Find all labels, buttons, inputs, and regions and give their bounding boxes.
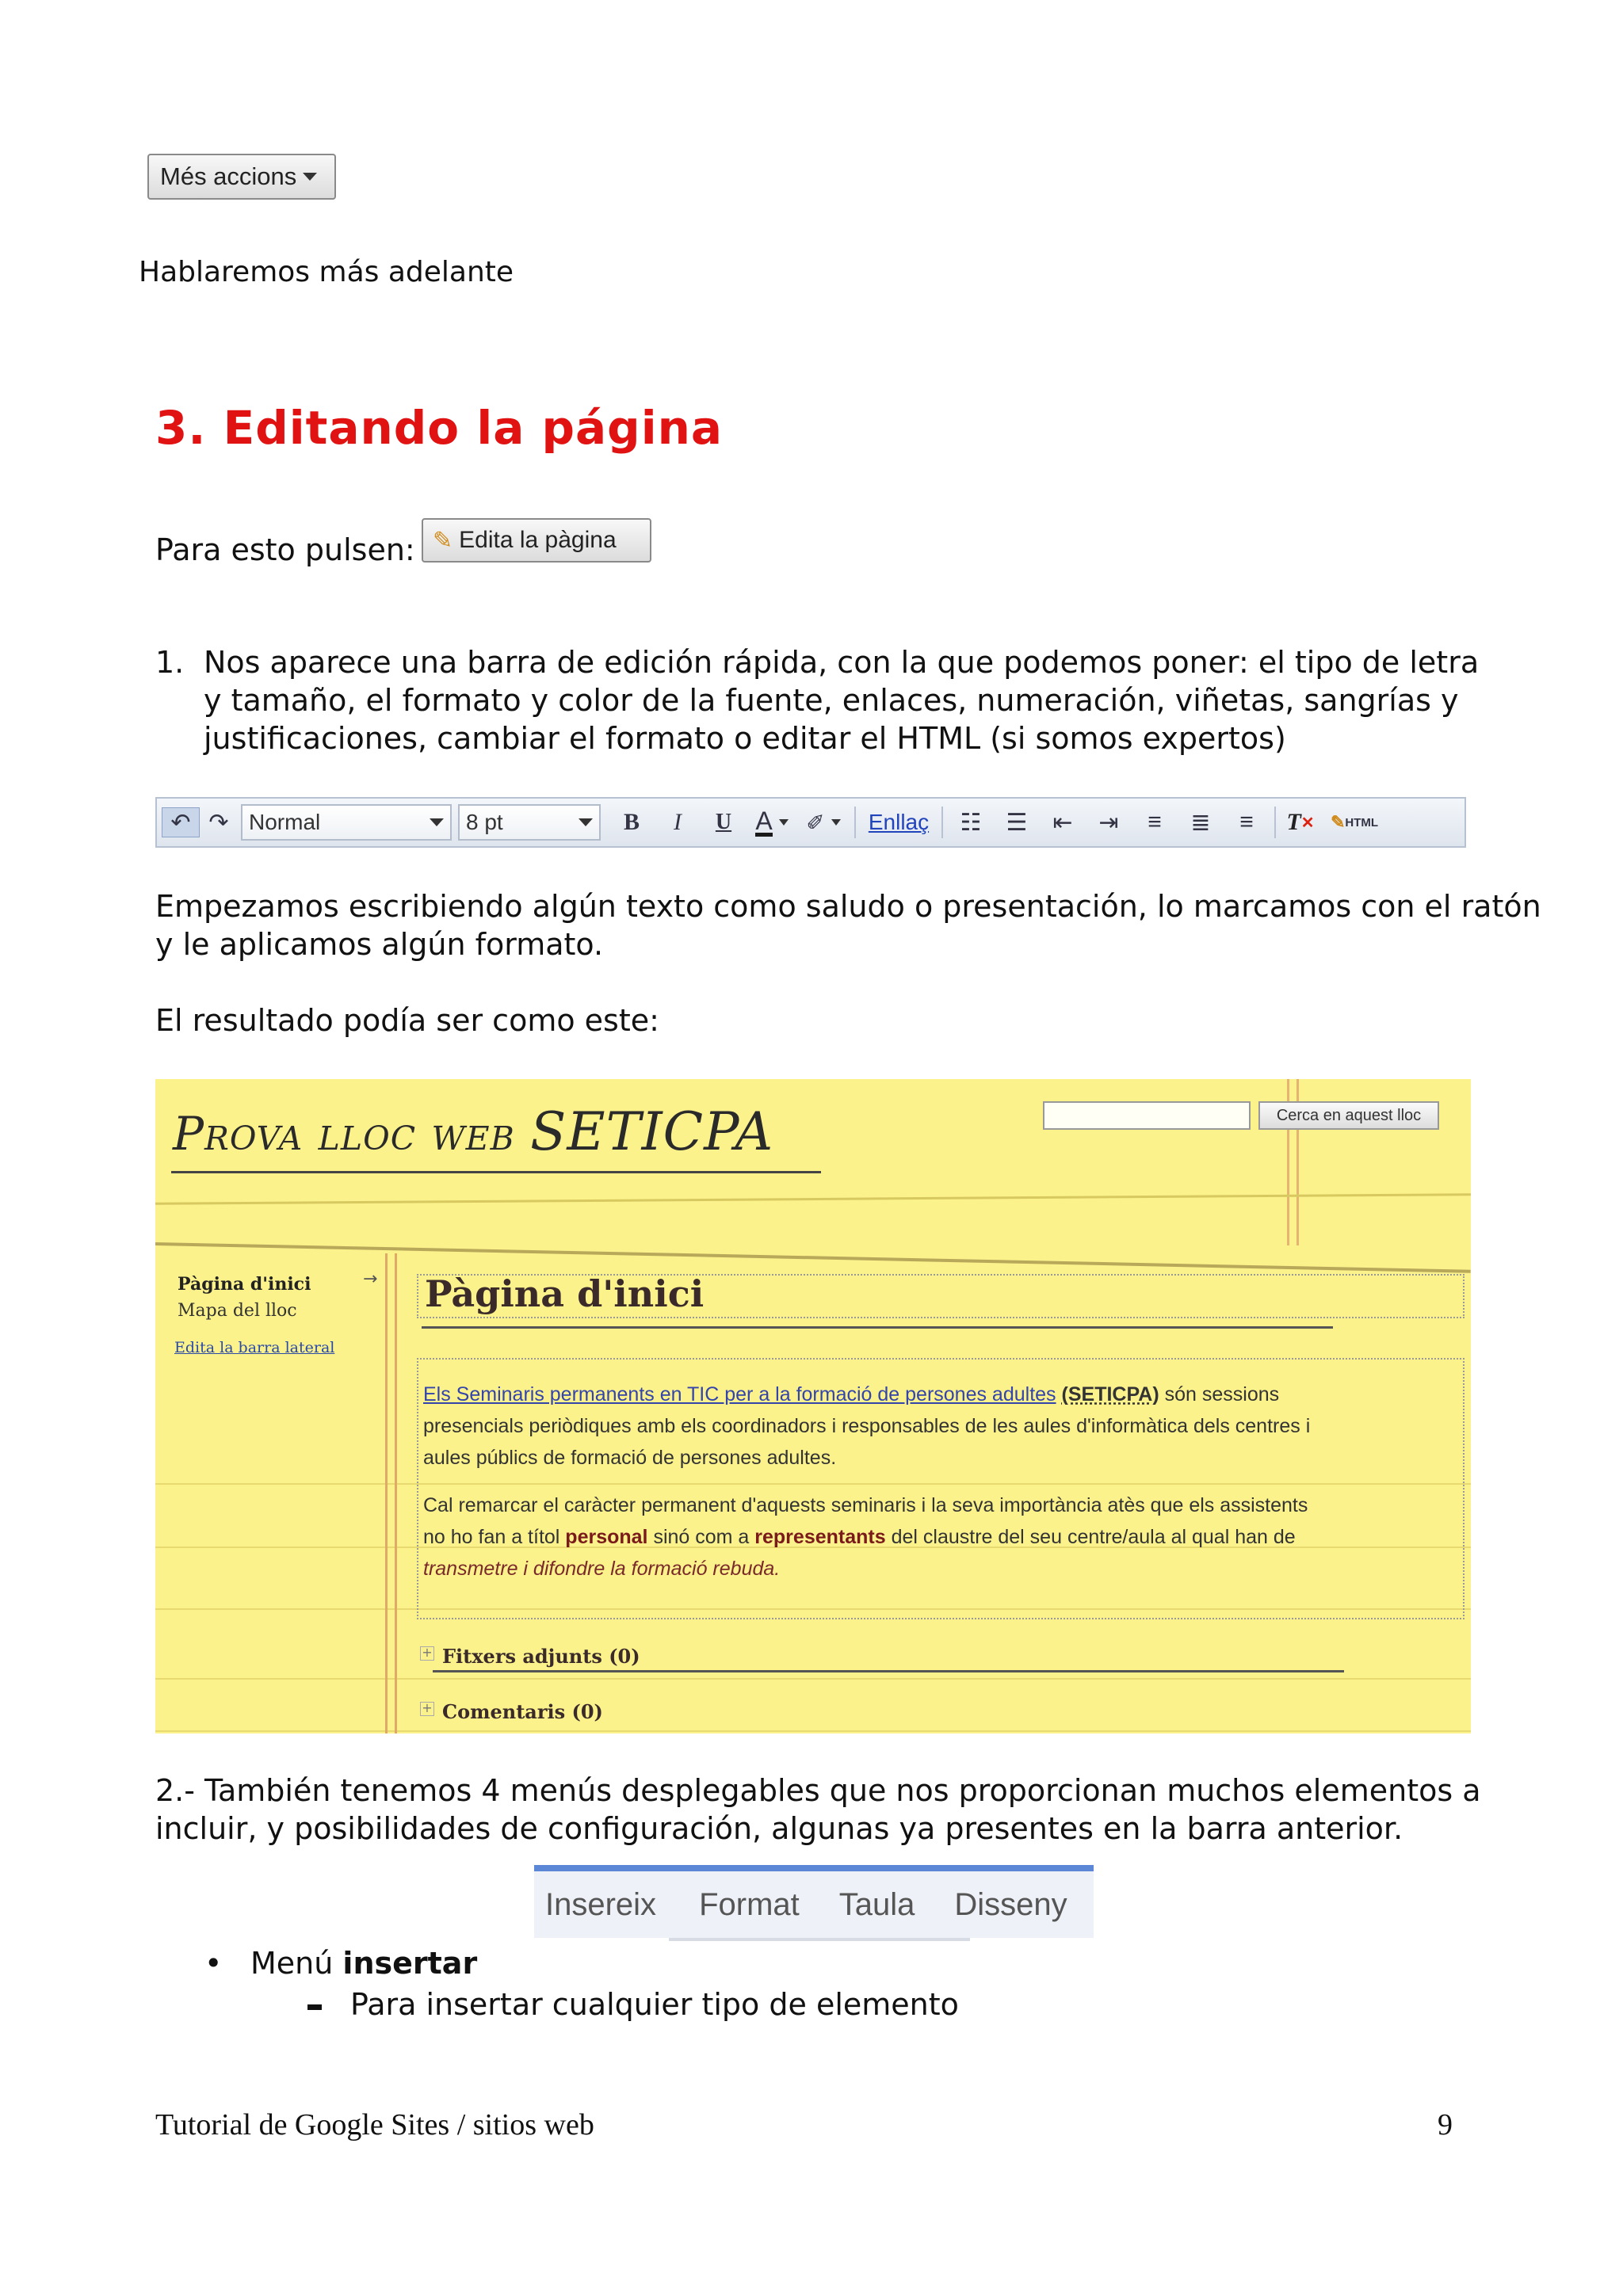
menu-table[interactable]: Taula [838, 1886, 915, 1922]
bullet-dot: • [204, 1946, 223, 1981]
align-right-icon[interactable]: ≡ [1239, 809, 1254, 835]
bullet-sub-insert: Para insertar cualquier tipo de elemento [350, 1987, 959, 2022]
font-style-select[interactable] [241, 804, 452, 841]
site-preview [155, 1079, 1471, 1733]
p2-e: del claustre del seu centre/aula al qual han de [885, 1526, 1296, 1548]
attachments-label[interactable]: Fitxers adjunts (0) [442, 1645, 640, 1668]
highlight-icon[interactable] [797, 807, 850, 837]
site-logo [173, 1101, 773, 1162]
site-logo-part2: SETICPA [530, 1101, 774, 1162]
edit-page-label: Edita la pàgina [459, 527, 617, 553]
page-number: 9 [1438, 2108, 1453, 2142]
edit-toolbar [155, 797, 1466, 848]
more-actions-label: Més accions [160, 162, 297, 190]
logo-underline [171, 1171, 821, 1173]
step2-line2: incluir, y posibilidades de configuración, algunas ya presentes en la barra anterior. [155, 1811, 1403, 1846]
p1-line3: aules públics de formació de persones adultes. [423, 1447, 837, 1469]
chevron-down-icon [579, 818, 593, 826]
chevron-down-icon [831, 819, 841, 826]
seticpa-link[interactable]: Els Seminaris permanents en TIC per a la formació de persones adultes [423, 1383, 1056, 1405]
menu-bar [534, 1865, 1094, 1938]
para2-text: El resultado podía ser como este: [155, 1003, 659, 1038]
site-logo-part1: Prova lloc web [173, 1107, 515, 1161]
step1-line2: y tamaño, el formato y color de la fuente, enlaces, numeración, viñetas, sangrías y [204, 683, 1459, 718]
attachments-underline [433, 1670, 1344, 1672]
expand-attachments-icon[interactable]: + [420, 1646, 434, 1661]
arrow-right-icon: → [363, 1269, 378, 1289]
p2-personal: personal [565, 1526, 648, 1548]
p1-line2: presencials periòdiques amb els coordinadors i responsables de les aules d'informàtica dels centres i [423, 1415, 1311, 1437]
font-style-value: Normal [249, 810, 321, 834]
toolbar-divider [941, 807, 943, 838]
menu-insert[interactable]: Insereix [545, 1886, 657, 1922]
dash-bullet [307, 2004, 322, 2010]
step1-line3: justificaciones, cambiar el formato o editar el HTML (si somos expertos) [204, 721, 1286, 756]
bullet-item-prefix: Menú [250, 1946, 343, 1981]
edit-sidebar-link[interactable]: Edita la barra lateral [174, 1339, 335, 1356]
underline-icon[interactable]: U [715, 810, 732, 834]
p2-line3: transmetre i difondre la formació rebuda. [423, 1558, 781, 1580]
bold-icon[interactable]: B [623, 809, 640, 835]
undo-icon[interactable]: ↶ [162, 807, 200, 837]
p2-line1: Cal remarcar el caràcter permanent d'aquests seminaris i la seva importància atès que els assistents [423, 1494, 1308, 1516]
heading-underline [422, 1326, 1333, 1329]
content-p2 [423, 1489, 1461, 1585]
step1-number: 1. [155, 645, 185, 680]
html-edit-button[interactable] [1320, 807, 1388, 837]
edit-prompt-text: Para esto pulsen: [155, 532, 415, 567]
font-size-select[interactable] [458, 804, 601, 841]
para1-line1: Empezamos escribiendo algún texto como saludo o presentación, lo marcamos con el ratón [155, 889, 1541, 924]
site-search-label: Cerca en aquest lloc [1276, 1106, 1422, 1124]
content-p1 [423, 1379, 1461, 1474]
align-left-icon[interactable]: ≡ [1148, 809, 1162, 835]
link-button[interactable]: Enllaç [868, 810, 930, 834]
p1-rest: són sessions [1159, 1383, 1280, 1405]
section-title: 3. Editando la página [155, 401, 724, 455]
bulleted-list-icon[interactable]: ☰ [1006, 809, 1028, 836]
numbered-list-icon[interactable]: ☷ [960, 809, 982, 836]
chevron-down-icon [779, 819, 789, 826]
sidebar-item-sitemap[interactable]: Mapa del lloc [178, 1301, 297, 1321]
more-actions-button[interactable] [147, 154, 336, 200]
pencil-icon: ✎ [433, 527, 453, 554]
seticpa-abbr: (SETICPA) [1061, 1383, 1159, 1405]
p2-c: sinó com a [647, 1526, 755, 1548]
bullet-item-insert [250, 1944, 477, 1982]
font-size-value: 8 pt [466, 810, 503, 834]
footer-title: Tutorial de Google Sites / sitios web [155, 2108, 594, 2142]
p2-a: no ho fan a títol [423, 1526, 566, 1548]
indent-less-icon[interactable]: ⇤ [1052, 809, 1073, 836]
menu-layout[interactable]: Disseny [954, 1886, 1067, 1922]
text-color-icon[interactable] [747, 807, 797, 837]
step1-line1: Nos aparece una barra de edición rápida, con la que podemos poner: el tipo de letra [204, 645, 1480, 680]
p2-representants: representants [754, 1526, 886, 1548]
menu-format[interactable]: Format [699, 1886, 800, 1922]
menu-shadow [669, 1938, 970, 1941]
align-center-icon[interactable]: ≣ [1190, 809, 1211, 836]
redo-icon[interactable]: ↷ [208, 809, 229, 836]
chevron-down-icon [430, 818, 444, 826]
chevron-down-icon [303, 173, 317, 181]
bullet-item-bold: insertar [342, 1946, 478, 1981]
note-text: Hablaremos más adelante [139, 256, 514, 288]
toolbar-divider [1274, 807, 1276, 838]
site-search-button[interactable] [1258, 1101, 1439, 1130]
content-heading: Pàgina d'inici [425, 1272, 705, 1315]
step2-line1: 2.- También tenemos 4 menús desplegables que nos proporcionan muchos elementos a [155, 1773, 1481, 1808]
italic-icon[interactable]: I [674, 809, 682, 835]
toolbar-divider [854, 807, 856, 838]
para1-line2: y le aplicamos algún formato. [155, 927, 604, 962]
comments-label[interactable]: Comentaris (0) [442, 1700, 603, 1723]
site-search-input[interactable] [1043, 1101, 1251, 1130]
sidebar-item-home[interactable]: Pàgina d'inici [178, 1274, 311, 1295]
html-label: HTML [1345, 815, 1379, 830]
pencil-icon: ✎ [1330, 812, 1346, 832]
text-color-letter: A [755, 806, 773, 835]
clear-format-icon[interactable]: T ✕ [1286, 809, 1315, 835]
edit-page-button[interactable] [422, 518, 651, 563]
indent-more-icon[interactable]: ⇥ [1098, 809, 1119, 836]
expand-comments-icon[interactable]: + [420, 1702, 434, 1716]
highlighter-glyph: ✐ [806, 810, 825, 835]
